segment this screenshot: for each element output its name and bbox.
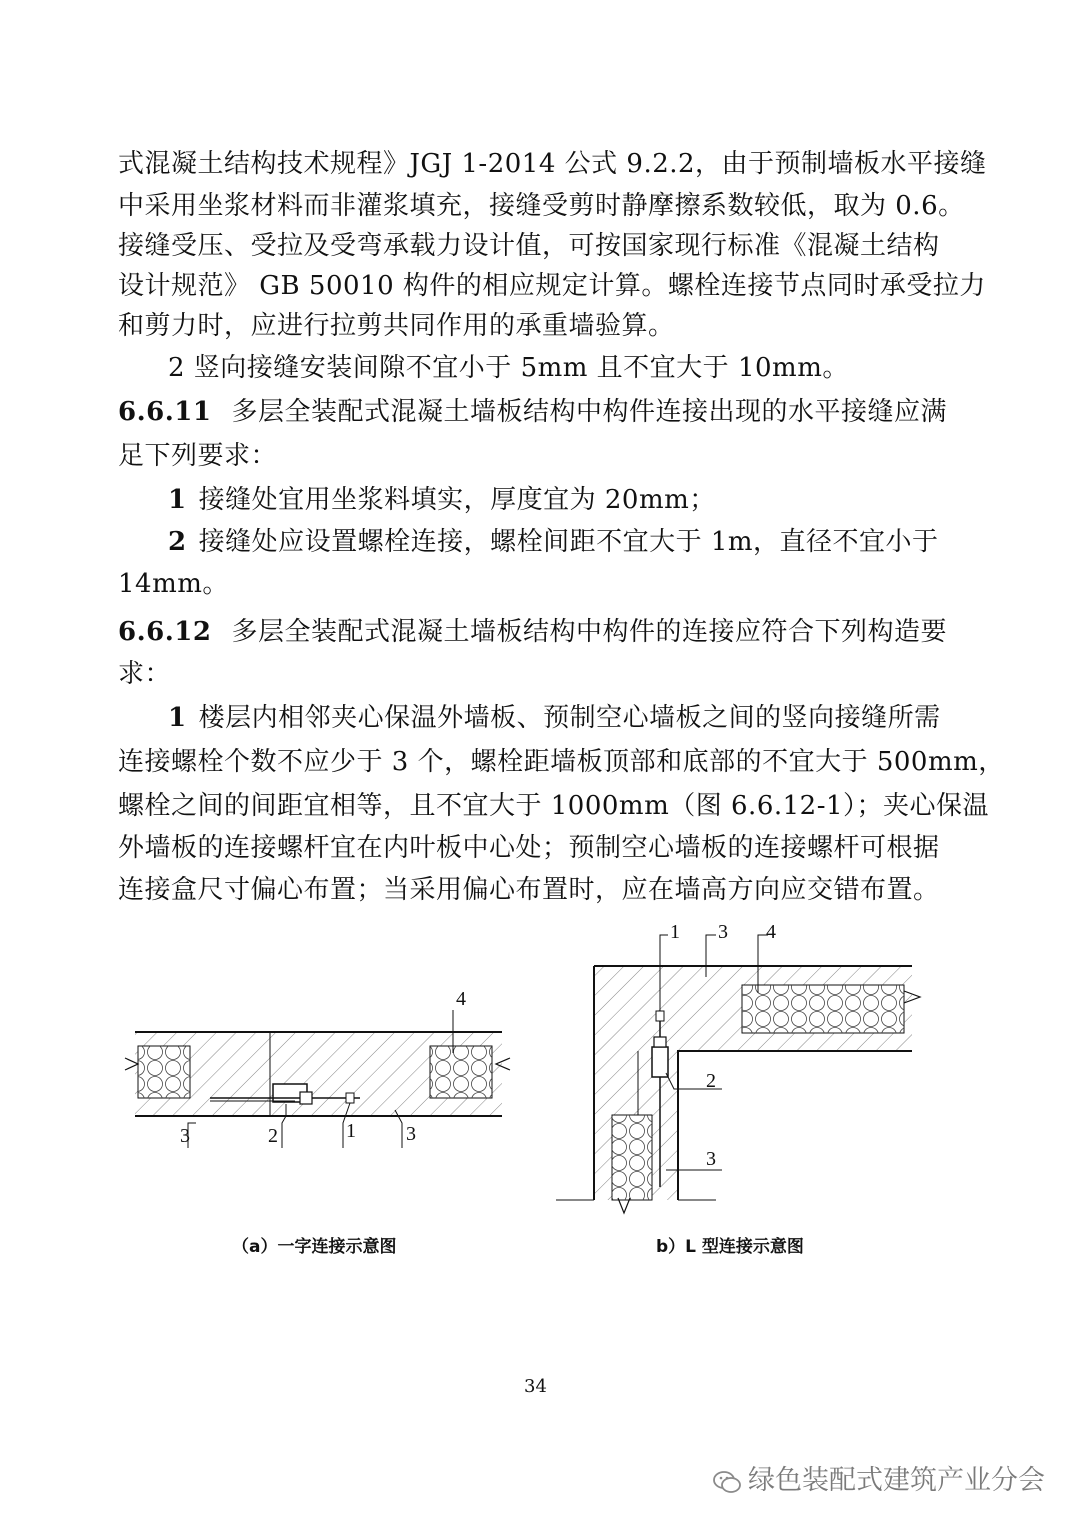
label-2: 2 (706, 1070, 716, 1092)
section-number: 6.6.11 (118, 397, 212, 427)
item-number: 1 (168, 485, 187, 515)
insulation-left-pattern (138, 1046, 190, 1098)
text-line: 外墙板的连接螺杆宜在内叶板中心处；预制空心墙板的连接螺杆可根据 (118, 833, 940, 863)
label-3: 3 (406, 1123, 416, 1145)
figure-b-caption: b）L 型连接示意图 (656, 1237, 804, 1257)
label-3: 3 (718, 921, 728, 943)
item-text: 接缝处应设置螺栓连接，螺栓间距不宜大于 1m，直径不宜小于 (198, 527, 939, 557)
section-6-6-11 (118, 392, 947, 432)
wechat-icon (712, 1469, 742, 1495)
section-text: 多层全装配式混凝土墙板结构中构件连接出现的水平接缝应满 (231, 397, 947, 427)
item-line (168, 480, 716, 520)
figure-a-straight-joint (110, 980, 550, 1150)
nut (300, 1092, 312, 1104)
item-number: 2 (168, 527, 187, 557)
item-line (168, 522, 939, 562)
text-line: 和剪力时，应进行拉剪共同作用的承重墙验算。 (118, 311, 675, 341)
text-line: 足下列要求： (118, 441, 278, 471)
text-line: 设计规范》 GB 50010 构件的相应规定计算。螺栓连接节点同时承受拉力 (118, 271, 986, 301)
nut (654, 1037, 666, 1047)
insulation-right-pattern (430, 1046, 492, 1098)
section-text: 多层全装配式混凝土墙板结构中构件的连接应符合下列构造要 (231, 617, 947, 647)
text-line: 14mm。 (118, 569, 229, 599)
text-line: 螺栓之间的间距宜相等，且不宜大于 1000mm（图 6.6.12-1）；夹心保温 (118, 791, 990, 821)
label-1: 1 (346, 1120, 356, 1142)
label-1: 1 (670, 921, 680, 943)
item-line (168, 698, 941, 738)
item-text: 楼层内相邻夹心保温外墙板、预制空心墙板之间的竖向接缝所需 (198, 703, 941, 733)
anchor (346, 1093, 354, 1103)
label-2: 2 (268, 1125, 278, 1147)
text-line: 连接螺栓个数不应少于 3 个，螺栓距墙板顶部和底部的不宜大于 500mm， (118, 747, 1005, 777)
insulation-left-pattern (612, 1115, 652, 1200)
item-line: 2 竖向接缝安装间隙不宜小于 5mm 且不宜大于 10mm。 (168, 353, 849, 383)
anchor (656, 1011, 664, 1021)
text-line: 接缝受压、受拉及受弯承载力设计值，可按国家现行标准《混凝土结构 (118, 231, 940, 261)
text-line: 求： (118, 659, 172, 689)
watermark-text: 绿色装配式建筑产业分会 (748, 1465, 1045, 1496)
section-number: 6.6.12 (118, 617, 212, 647)
page-number: 34 (524, 1376, 547, 1397)
text-line: 中采用坐浆材料而非灌浆填充，接缝受剪时静摩擦系数较低，取为 0.6。 (118, 191, 965, 221)
figure-a-caption: （a）一字连接示意图 (232, 1237, 397, 1257)
label-3: 3 (180, 1125, 190, 1147)
watermark (712, 1458, 1045, 1497)
figure-b-l-joint (556, 915, 936, 1220)
text-line: 连接盒尺寸偏心布置；当采用偏心布置时，应在墙高方向应交错布置。 (118, 875, 940, 905)
item-number: 1 (168, 703, 187, 733)
connection-box (652, 1047, 668, 1077)
insulation-top-pattern (742, 985, 904, 1033)
section-6-6-12 (118, 612, 947, 652)
label-4: 4 (766, 921, 776, 943)
text-line: 式混凝土结构技术规程》JGJ 1-2014 公式 9.2.2，由于预制墙板水平接缝 (118, 149, 987, 179)
label-4: 4 (456, 988, 466, 1010)
label-3: 3 (706, 1148, 716, 1170)
item-text: 接缝处宜用坐浆料填实，厚度宜为 20mm； (198, 485, 716, 515)
